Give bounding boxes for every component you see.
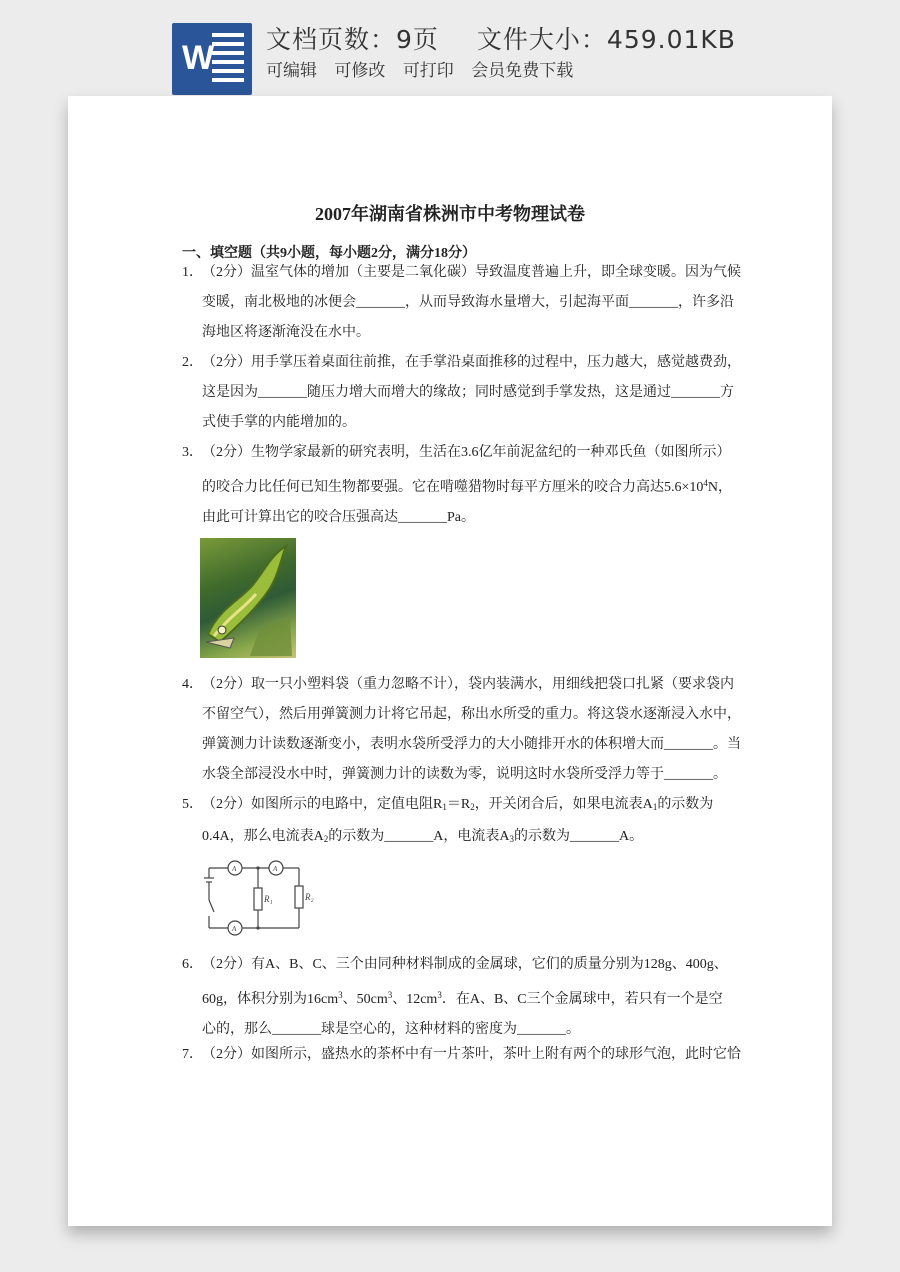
question-3: 3．（2分）生物学家最新的研究表明，生活在3.6亿年前泥盆纪的一种邓氏鱼（如图所示） 的咬合力比任何已知生物都要强。它在啃噬猎物时每平方厘米的咬合力高达$5.6\times 10^4N$， 由此可计算出它的咬合压强高达_______Pa。	[182, 445, 733, 525]
question-5: 5．（2分）如图所示的电路中，定值电阻$R_1=R_2$，开关闭合后，如果电流表$A_1$的示数为 0.4A，那么电流表$A_2$的示数为_______A，电流表$A_3$的示数为_______A。	[182, 797, 714, 844]
question-1: 1．（2分）温室气体的增加（主要是二氧化碳）导致温度普遍上升，即全球变暖。因为气候 变暖，南北极地的冰便会_______，从而导致海水量增大，引起海平面_______，许多沿 海地区将逐渐淹没在水中。	[182, 265, 741, 340]
feature-editable: 可编辑	[266, 61, 317, 81]
ammeter-a3-label: A	[232, 925, 237, 933]
question-6: 6．（2分）有A、B、C、三个由同种材料制成的金属球，它们的质量分别为128g、400g、 60g，体积分别为$16cm^3$、$50cm^3$、$12cm^3$．在A、B、C三个金属球中，若只有一个是空 心的，那么_______球是空心的，这种材料的密度为_______。	[182, 957, 728, 1037]
document-page	[68, 96, 832, 1226]
word-icon-letter: W	[182, 39, 215, 77]
word-document-icon	[172, 23, 252, 95]
document-title: 2007年湖南省株洲市中考物理试卷	[315, 204, 585, 224]
ammeter-a1-label: A	[232, 865, 237, 873]
ammeter-a2-label: A	[273, 865, 278, 873]
section-heading: 一、填空题（共9小题，每小题2分，满分18分）	[182, 246, 476, 261]
resistor-r2-label: R₂	[305, 892, 314, 902]
file-size: 文件大小：459.01KB	[476, 25, 736, 54]
file-info	[266, 20, 736, 56]
feature-list	[266, 56, 585, 81]
page-count: 文档页数：9页	[266, 25, 439, 54]
download-banner	[0, 0, 900, 92]
feature-modifiable: 可修改	[334, 61, 386, 81]
question-4: 4．（2分）取一只小塑料袋（重力忽略不计），袋内装满水，用细线把袋口扎紧（要求袋内 不留空气），然后用弹簧测力计将它吊起，称出水所受的重力。将这袋水逐渐浸入水中， 弹簧测力计读数逐渐变小，表明水袋所受浮力的大小随排开水的体积增大而_______。当 水袋全部浸没水中时，弹簧测力计的读数为零，说明这时水袋所受浮力等于_______。	[182, 677, 741, 782]
feature-member-download: 会员免费下载	[471, 61, 574, 81]
resistor-r1-label: R₁	[264, 894, 273, 904]
question-2: 2．（2分）用手掌压着桌面往前推，在手掌沿桌面推移的过程中，压力越大，感觉越费劲， 这是因为_______随压力增大而增大的缘故；同时感觉到手掌发热，这是通过_______方 式使手掌的内能增加的。	[182, 355, 741, 430]
circuit-diagram	[203, 856, 333, 936]
feature-printable: 可打印	[402, 61, 454, 81]
dunkleosteus-fish-image	[200, 538, 296, 658]
question-7: 7．（2分）如图所示，盛热水的茶杯中有一片茶叶，茶叶上附有两个的球形气泡，此时它恰	[182, 1047, 741, 1062]
